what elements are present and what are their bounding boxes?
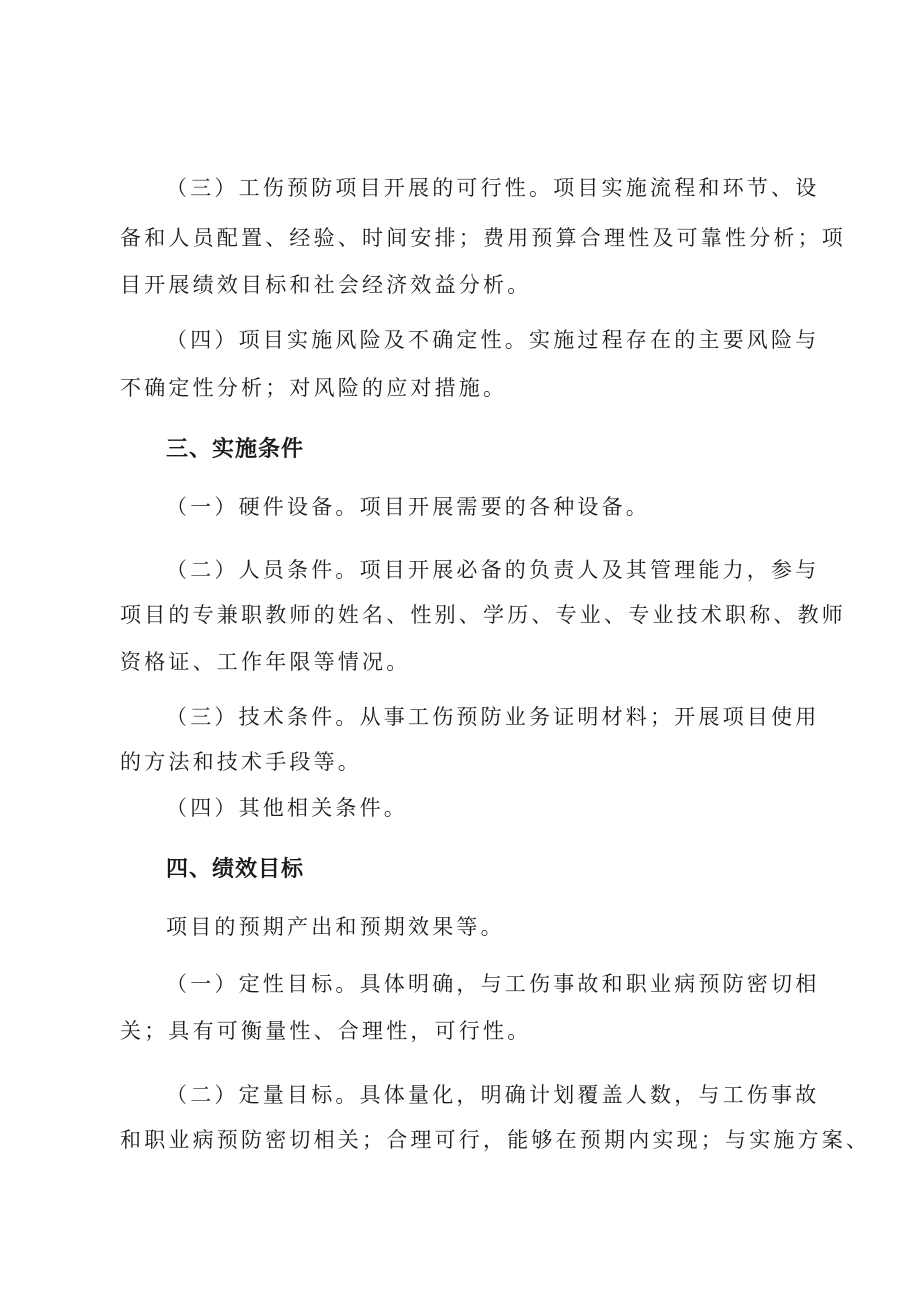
paragraph-line: 和职业病预防密切相关；合理可行，能够在预期内实现；与实施方案、 xyxy=(120,1128,871,1152)
paragraph-line: 目开展绩效目标和社会经济效益分析。 xyxy=(120,273,532,297)
paragraph-line: （一）定性目标。具体明确，与工伤事故和职业病预防密切相 xyxy=(166,972,820,996)
section-heading: 四、绩效目标 xyxy=(166,857,305,882)
paragraph-line: 资格证、工作年限等情况。 xyxy=(120,650,411,674)
paragraph-line: 关；具有可衡量性、合理性，可行性。 xyxy=(120,1019,532,1043)
paragraph-line: （二）人员条件。项目开展必备的负责人及其管理能力，参与 xyxy=(166,558,820,582)
paragraph-line: 项目的预期产出和预期效果等。 xyxy=(166,915,505,939)
paragraph-line: 的方法和技术手段等。 xyxy=(120,750,362,774)
paragraph-line: 不确定性分析；对风险的应对措施。 xyxy=(120,376,508,400)
paragraph-line: （三）技术条件。从事工伤预防业务证明材料；开展项目使用 xyxy=(166,705,820,729)
paragraph-line: （四）项目实施风险及不确定性。实施过程存在的主要风险与 xyxy=(166,328,820,352)
paragraph-line: （三）工伤预防项目开展的可行性。项目实施流程和环节、设 xyxy=(166,176,820,200)
paragraph-line: 项目的专兼职教师的姓名、性别、学历、专业、专业技术职称、教师 xyxy=(120,603,846,627)
section-heading: 三、实施条件 xyxy=(166,437,305,462)
paragraph-line: 备和人员配置、经验、时间安排；费用预算合理性及可靠性分析；项 xyxy=(120,226,846,250)
paragraph-line: （一）硬件设备。项目开展需要的各种设备。 xyxy=(166,495,650,519)
paragraph-line: （二）定量目标。具体量化，明确计划覆盖人数，与工伤事故 xyxy=(166,1083,820,1107)
paragraph-line: （四）其他相关条件。 xyxy=(166,796,408,820)
